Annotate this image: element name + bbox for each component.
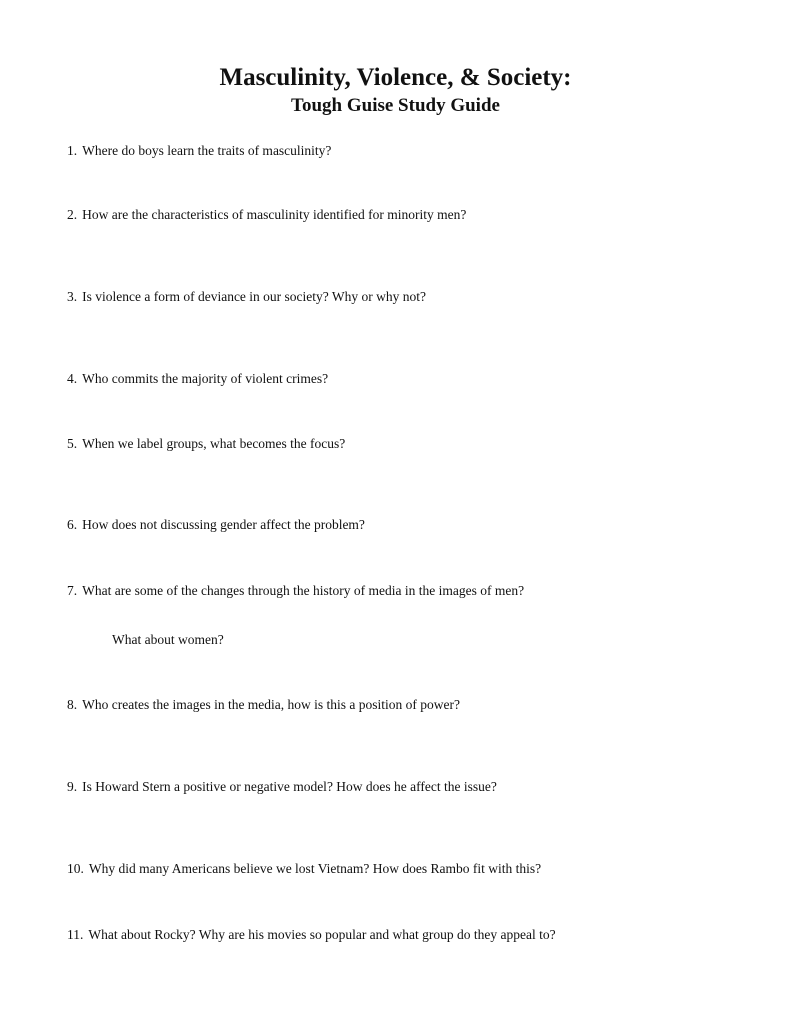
question-11	[67, 926, 556, 944]
question-text: How are the characteristics of masculinity identified for minority men?	[82, 207, 467, 222]
question-number: 6.	[67, 517, 78, 532]
question-1	[67, 142, 331, 160]
question-number: 4.	[67, 371, 78, 386]
question-9	[67, 778, 497, 796]
question-text: Is violence a form of deviance in our society? Why or why not?	[82, 289, 427, 304]
question-4	[67, 370, 328, 388]
question-number: 2.	[67, 207, 78, 222]
question-text: Who commits the majority of violent crimes?	[82, 371, 329, 386]
question-number: 9.	[67, 779, 78, 794]
question-6	[67, 516, 365, 534]
question-10	[67, 860, 541, 878]
question-2	[67, 206, 466, 224]
question-7	[67, 582, 524, 600]
question-number: 5.	[67, 436, 78, 451]
question-number: 11.	[67, 927, 84, 942]
question-text: How does not discussing gender affect the problem?	[82, 517, 365, 532]
question-number: 1.	[67, 143, 78, 158]
question-text: When we label groups, what becomes the focus?	[82, 436, 346, 451]
question-text: Where do boys learn the traits of masculinity?	[82, 143, 332, 158]
question-text: Why did many Americans believe we lost Vietnam? How does Rambo fit with this?	[88, 861, 542, 876]
question-text: Is Howard Stern a positive or negative model? How does he affect the issue?	[82, 779, 497, 794]
question-number: 7.	[67, 583, 78, 598]
question-text: Who creates the images in the media, how is this a position of power?	[82, 697, 461, 712]
page-subtitle: Tough Guise Study Guide	[291, 95, 500, 116]
question-number: 10.	[67, 861, 84, 876]
question-text: What about Rocky? Why are his movies so popular and what group do they appeal to?	[88, 927, 556, 942]
question-number: 3.	[67, 289, 78, 304]
question-8	[67, 696, 460, 714]
question-3	[67, 288, 426, 306]
page-title: Masculinity, Violence, & Society:	[219, 64, 572, 91]
question-text: What are some of the changes through the history of media in the images of men?	[82, 583, 525, 598]
question-5	[67, 435, 345, 453]
question-7-followup: What about women?	[112, 632, 224, 647]
question-number: 8.	[67, 697, 78, 712]
